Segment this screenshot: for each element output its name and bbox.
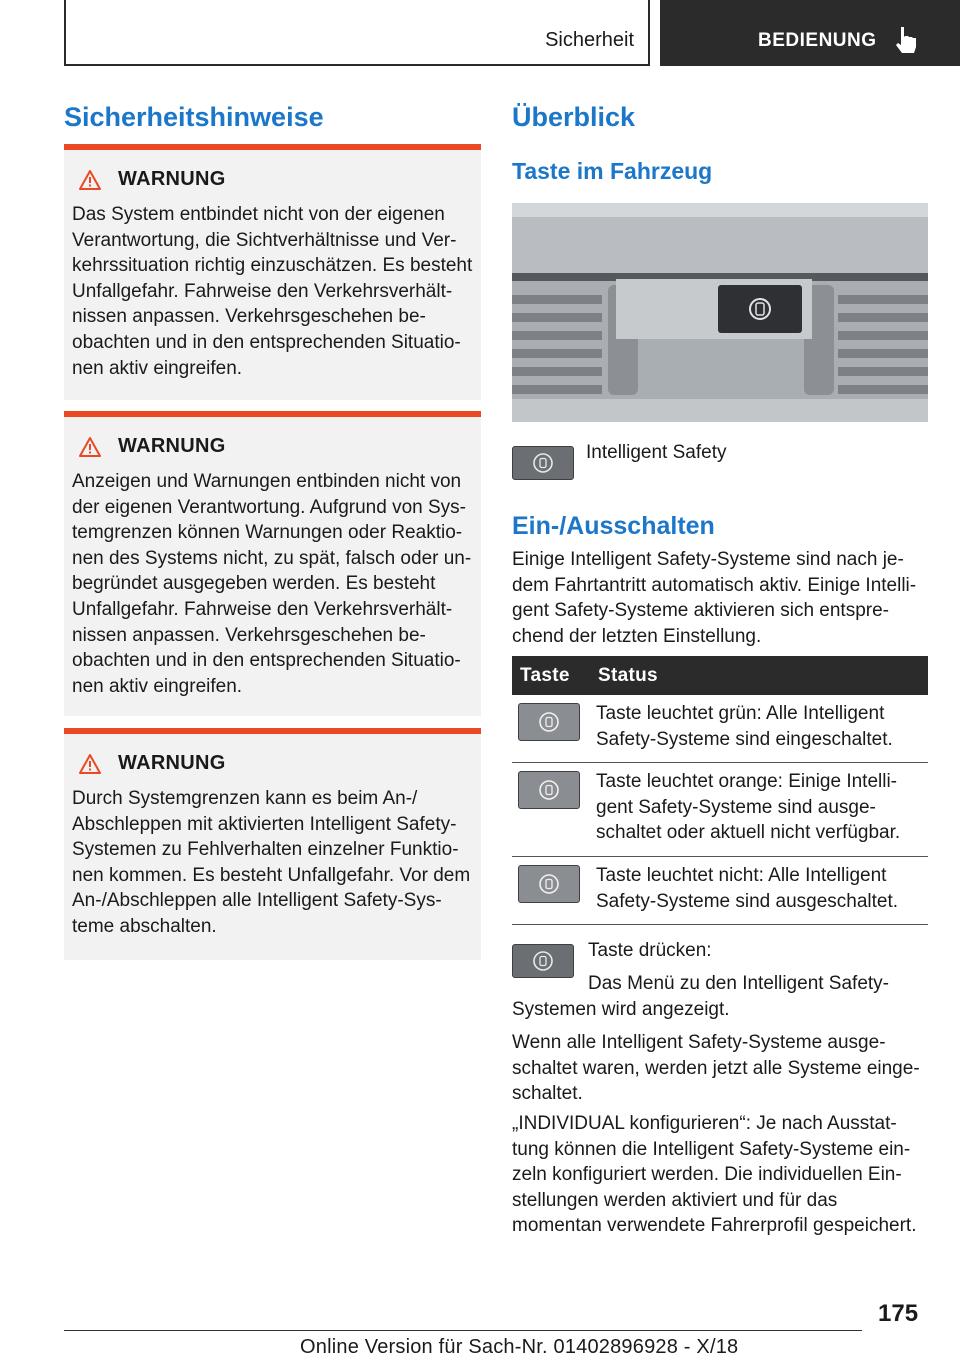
- table-header-row: [512, 656, 928, 695]
- warning-triangle-icon: [78, 436, 102, 458]
- warning-title: WARNUNG: [118, 168, 226, 190]
- overview-heading: Überblick: [512, 102, 636, 132]
- table-cell-icon: [512, 763, 590, 857]
- text-line: Systemen wird angezeigt.: [512, 998, 730, 1020]
- intelligent-safety-icon: [532, 452, 554, 474]
- text-line: obachten und in den entsprechenden Situatio-: [72, 331, 461, 353]
- status-table: [512, 656, 928, 925]
- header-section-title: Sicherheit: [545, 29, 634, 51]
- text-line: Anzeigen und Warnungen entbinden nicht von: [72, 471, 462, 492]
- text-line: Taste leuchtet nicht: Alle Intelligent: [596, 864, 887, 886]
- text-line: nen kommen. Es besteht Unfallgefahr. Vor dem: [72, 864, 471, 886]
- header-chapter-title: BEDIENUNG: [758, 30, 877, 51]
- paragraph-all-on: [512, 1030, 928, 1107]
- status-button-icon: [518, 703, 580, 741]
- text-line: gent Safety-Systeme sind ausge-: [596, 796, 876, 818]
- warning-box-3: [64, 728, 481, 960]
- table-row: [512, 763, 928, 857]
- press-label: Taste drücken:: [588, 940, 712, 961]
- warning-box-2: [64, 411, 481, 716]
- button-in-vehicle-heading: Taste im Fahrzeug: [512, 158, 713, 184]
- text-line: stellungen werden aktiviert und für das: [512, 1189, 838, 1211]
- text-line: schaltet oder aktuell nicht verfügbar.: [596, 822, 901, 844]
- text-line: Verantwortung, die Sichtverhältnisse und Ver-: [72, 229, 457, 251]
- text-line: Safety-Systeme sind eingeschaltet.: [596, 728, 893, 750]
- warning-title: WARNUNG: [118, 752, 226, 774]
- page-number: 175: [878, 1300, 919, 1327]
- text-line: Taste leuchtet grün: Alle Intelligent: [596, 703, 885, 724]
- table-cell-status: [590, 763, 928, 857]
- text-line: chend der letzten Einstellung.: [512, 625, 762, 647]
- text-line: temgrenzen können Warnungen oder Reaktio-: [72, 522, 463, 544]
- pointing-hand-icon: [894, 26, 920, 54]
- warning-box-1: [64, 144, 481, 400]
- intelligent-safety-icon: [532, 950, 554, 972]
- text-line: Taste leuchtet orange: Einige Intelli-: [596, 771, 898, 793]
- warning-triangle-icon: [78, 753, 102, 775]
- status-button-icon: [518, 865, 580, 903]
- text-line: tung können die Intelligent Safety-Systeme ein-: [512, 1138, 911, 1160]
- intelligent-safety-icon: [538, 711, 560, 733]
- on-off-heading: Ein-/Ausschalten: [512, 512, 715, 540]
- intelligent-safety-icon: [538, 779, 560, 801]
- press-result: [512, 971, 928, 1022]
- text-line: schaltet.: [512, 1083, 583, 1105]
- text-line: Das System entbindet nicht von der eigenen: [72, 204, 445, 225]
- text-line: der eigenen Verantwortung. Aufgrund von Sys-: [72, 496, 466, 518]
- status-button-icon: [518, 771, 580, 809]
- intelligent-safety-button-icon: [512, 446, 574, 480]
- text-line: Unfallgefahr. Fahrweise den Verkehrsverhält-: [72, 598, 453, 620]
- warning-text: [72, 469, 478, 699]
- warning-text: [72, 786, 478, 940]
- text-line: nen aktiv eingreifen.: [72, 675, 243, 697]
- text-line: „INDIVIDUAL konfigurieren“: Je nach Ausstat-: [512, 1113, 897, 1134]
- table-cell-icon: [512, 695, 590, 763]
- header-section-box: [64, 0, 650, 66]
- header-status: Status: [590, 656, 928, 695]
- text-line: begründet ausgegeben werden. Es besteht: [72, 573, 436, 595]
- text-line: dem Fahrtantritt automatisch aktiv. Einige Intelli-: [512, 574, 917, 596]
- table-cell-status: [590, 695, 928, 763]
- header-chapter-tab: [660, 0, 960, 66]
- text-line: Safety-Systeme sind ausgeschaltet.: [596, 890, 899, 912]
- table-row: [512, 856, 928, 924]
- text-line: zeln konfiguriert werden. Die individuellen Ein-: [512, 1164, 902, 1186]
- text-line: nen aktiv eingreifen.: [72, 357, 243, 379]
- text-line: kehrssituation richtig einzuschätzen. Es besteht: [72, 255, 473, 277]
- table-row: [512, 695, 928, 763]
- warning-title: WARNUNG: [118, 435, 226, 457]
- warning-triangle-icon: [78, 169, 102, 191]
- paragraph-individual: [512, 1111, 928, 1239]
- text-line: gent Safety-Systeme aktivieren sich entspre-: [512, 600, 890, 622]
- safety-notes-heading: Sicherheitshinweise: [64, 102, 324, 132]
- header-taste: Taste: [512, 656, 590, 695]
- text-line: obachten und in den entsprechenden Situatio-: [72, 650, 461, 672]
- text-line: nen des Systems nicht, zu spät, falsch oder un-: [72, 547, 472, 569]
- text-line: Systemen zu Fehlverhalten einzelner Funktio-: [72, 839, 459, 861]
- text-line: Das Menü zu den Intelligent Safety-: [588, 973, 890, 994]
- dashboard-illustration: [512, 203, 928, 422]
- text-line: Wenn alle Intelligent Safety-Systeme ausge-: [512, 1032, 886, 1053]
- text-line: schaltet waren, werden jetzt alle Systeme einge-: [512, 1057, 920, 1079]
- text-line: nissen anpassen. Verkehrsgeschehen be-: [72, 624, 426, 646]
- text-line: An-/Abschleppen alle Intelligent Safety-Sys-: [72, 890, 442, 912]
- table-cell-icon: [512, 856, 590, 924]
- text-line: nissen anpassen. Verkehrsgeschehen be-: [72, 306, 426, 328]
- footer-divider: [64, 1330, 862, 1331]
- button-label: Intelligent Safety: [586, 442, 727, 463]
- vehicle-button-photo: [512, 203, 928, 422]
- table-cell-status: [590, 856, 928, 924]
- text-line: teme abschalten.: [72, 915, 217, 937]
- text-line: Durch Systemgrenzen kann es beim An-/: [72, 788, 418, 809]
- text-line: Unfallgefahr. Fahrweise den Verkehrsverhält-: [72, 280, 453, 302]
- text-line: momentan verwendete Fahrerprofil gespeichert.: [512, 1215, 917, 1237]
- text-line: Einige Intelligent Safety-Systeme sind nach je-: [512, 549, 904, 570]
- warning-text: [72, 202, 478, 381]
- footer-text: Online Version für Sach-Nr. 01402896928 - X/18: [300, 1336, 739, 1358]
- intelligent-safety-icon: [538, 873, 560, 895]
- text-line: Abschleppen mit aktivierten Intelligent Safety-: [72, 813, 457, 835]
- intro-paragraph: [512, 547, 928, 649]
